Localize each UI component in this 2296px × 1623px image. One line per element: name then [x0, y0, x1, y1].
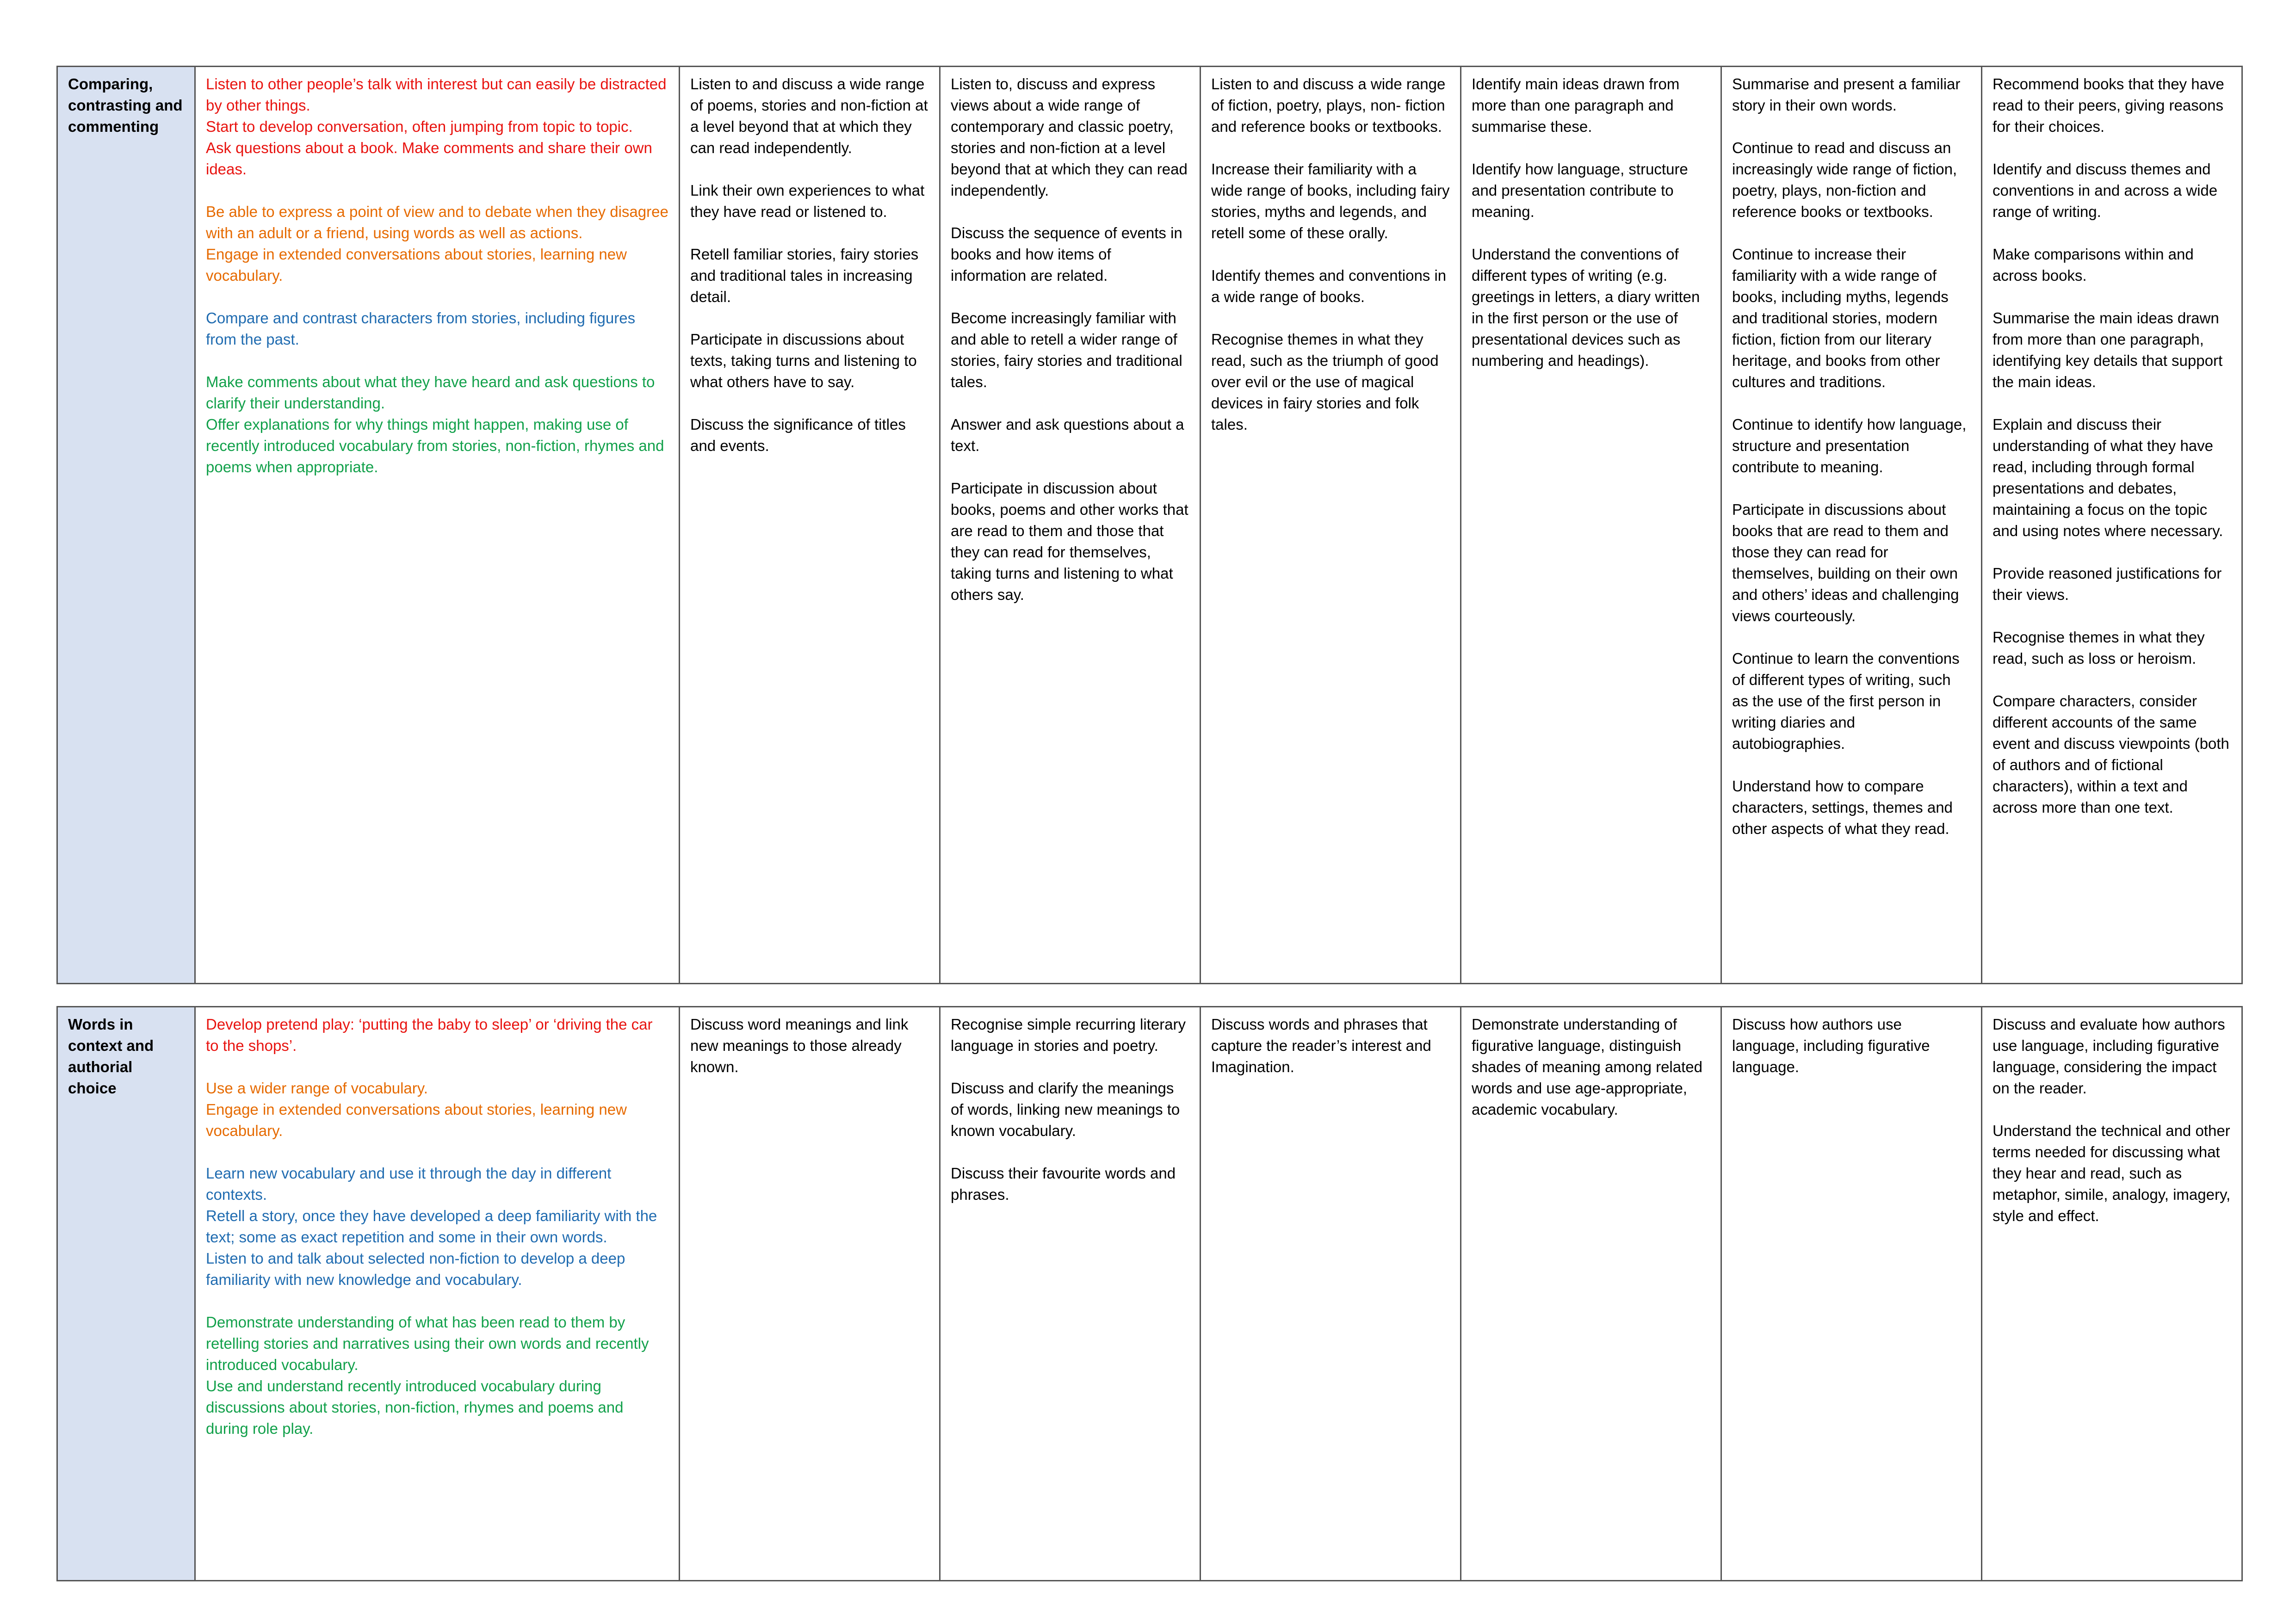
cell-paragraph: Link their own experiences to what they have read or listened to. [690, 182, 925, 220]
cell-paragraph: Understand the technical and other terms needed for discussing what they hear and read, such as metaphor, simile, analogy, imagery, style and effect. [1993, 1122, 2231, 1224]
cell-paragraph: Continue to read and discuss an increasingly wide range of fiction, poetry, plays, non-fiction and reference books or textbooks. [1732, 139, 1957, 220]
paragraph-gap [1993, 137, 2231, 159]
cell-paragraph: Participate in discussion about books, poems and other works that are read to them and those that they can read for themselves, taking turns and listening to what others say. [951, 480, 1188, 603]
cell-paragraph: Use a wider range of vocabulary. [206, 1080, 428, 1097]
paragraph-gap [951, 393, 1189, 414]
cell-paragraph: Listen to, discuss and express views about a wide range of contemporary and classic poetry, stories and non-fiction at a level beyond that at which they can read independently. [951, 75, 1188, 199]
cell-paragraph: Discuss words and phrases that capture the reader’s interest and Imagination. [1211, 1016, 1431, 1075]
cell-year-2 [940, 67, 1201, 984]
cell-paragraph: Retell a story, once they have developed a deep familiarity with the text; some as exact repetition and some in their own words. [206, 1207, 657, 1246]
cell-paragraph: Discuss how authors use language, including figurative language. [1732, 1016, 1930, 1075]
cell-eyfs [195, 67, 680, 984]
paragraph-gap [951, 1056, 1189, 1078]
paragraph-gap [206, 180, 668, 201]
cell-paragraph: Understand the conventions of different types of writing (e.g. greetings in letters, a diary written in the first person or the use of presentational devices such as numbering and headings). [1472, 246, 1700, 369]
cell-paragraph: Participate in discussions about texts, taking turns and listening to what others have to say. [690, 331, 917, 390]
cell-paragraph: Discuss and evaluate how authors use language, including figurative language, considering the impact on the reader. [1993, 1016, 2225, 1097]
cell-paragraph: Listen to other people’s talk with interest but can easily be distracted by other things. [206, 75, 667, 114]
cell-paragraph: Ask questions about a book. Make comments and share their own ideas. [206, 139, 652, 178]
cell-paragraph: Develop pretend play: ‘putting the baby to sleep’ or ‘driving the car to the shops’. [206, 1016, 653, 1054]
cell-paragraph: Continue to identify how language, structure and presentation contribute to meaning. [1732, 416, 1967, 475]
paragraph-gap [1993, 393, 2231, 414]
cell-paragraph: Engage in extended conversations about stories, learning new vocabulary. [206, 246, 627, 284]
cell-paragraph: Retell familiar stories, fairy stories and traditional tales in increasing detail. [690, 246, 919, 305]
paragraph-gap [1472, 137, 1710, 159]
row-label-comparing: Comparing, contrasting and commenting [57, 67, 195, 984]
cell-year-5 [1721, 1007, 1982, 1581]
cell-paragraph: Summarise the main ideas drawn from more than one paragraph, identifying key details that support the main ideas. [1993, 309, 2223, 390]
paragraph-gap [1993, 669, 2231, 691]
paragraph-gap [1732, 116, 1971, 137]
cell-paragraph: Continue to increase their familiarity with a wide range of books, including myths, legends and traditional stories, modern fiction, fiction from our literary heritage, and books from other cultures and traditions. [1732, 246, 1949, 390]
paragraph-gap [1732, 393, 1971, 414]
cell-paragraph: Be able to express a point of view and to debate when they disagree with an adult or a friend, using words as well as actions. [206, 203, 668, 241]
paragraph-gap [951, 201, 1189, 222]
cell-paragraph: Summarise and present a familiar story in their own words. [1732, 75, 1961, 114]
paragraph-gap [1472, 222, 1710, 244]
cell-paragraph: Make comparisons within and across books. [1993, 246, 2194, 284]
cell-year-2 [940, 1007, 1201, 1581]
cell-paragraph: Continue to learn the conventions of different types of writing, such as the use of the first person in writing diaries and autobiographies. [1732, 650, 1960, 752]
cell-paragraph: Identify how language, structure and presentation contribute to meaning. [1472, 160, 1688, 220]
comparing-row [57, 67, 2242, 984]
paragraph-gap [1732, 754, 1971, 776]
paragraph-gap [1993, 1099, 2231, 1120]
cell-year-6 [1982, 67, 2242, 984]
paragraph-gap [690, 393, 929, 414]
paragraph-gap [206, 1142, 668, 1163]
cell-paragraph: Compare and contrast characters from stories, including figures from the past. [206, 309, 636, 348]
cell-paragraph: Become increasingly familiar with and able to retell a wider range of stories, fairy stories and traditional tales. [951, 309, 1182, 390]
cell-paragraph: Engage in extended conversations about stories, learning new vocabulary. [206, 1101, 627, 1139]
cell-paragraph: Recommend books that they have read to their peers, giving reasons for their choices. [1993, 75, 2224, 135]
paragraph-gap [206, 1290, 668, 1312]
words-row [57, 1007, 2242, 1581]
cell-year-4 [1461, 67, 1721, 984]
cell-paragraph: Recognise simple recurring literary language in stories and poetry. [951, 1016, 1186, 1054]
paragraph-gap [1732, 222, 1971, 244]
cell-paragraph: Listen to and discuss a wide range of fiction, poetry, plays, non- fiction and reference books or textbooks. [1211, 75, 1446, 135]
cell-year-6 [1982, 1007, 2242, 1581]
cell-paragraph: Learn new vocabulary and use it through the day in different contexts. [206, 1165, 612, 1203]
paragraph-gap [1993, 222, 2231, 244]
cell-paragraph: Discuss and clarify the meanings of words, linking new meanings to known vocabulary. [951, 1080, 1180, 1139]
cell-paragraph: Listen to and discuss a wide range of poems, stories and non-fiction at a level beyond that at which they can read independently. [690, 75, 928, 156]
cell-paragraph: Use and understand recently introduced vocabulary during discussions about stories, non-fiction, rhymes and poems and during role play. [206, 1377, 624, 1437]
comparing-section-table [56, 66, 2243, 984]
cell-paragraph: Participate in discussions about books that are read to them and those they can read for themselves, building on their own and others’ ideas and challenging views courteously. [1732, 501, 1959, 624]
cell-paragraph: Understand how to compare characters, settings, themes and other aspects of what they read. [1732, 778, 1953, 837]
row-label-words: Words in context and authorial choice [57, 1007, 195, 1581]
cell-paragraph: Start to develop conversation, often jumping from topic to topic. [206, 118, 633, 135]
paragraph-gap [1993, 542, 2231, 563]
cell-paragraph: Answer and ask questions about a text. [951, 416, 1184, 454]
cell-year-3 [1201, 67, 1461, 984]
cell-paragraph: Discuss the sequence of events in books and how items of information are related. [951, 224, 1182, 284]
paragraph-gap [951, 457, 1189, 478]
cell-paragraph: Identify and discuss themes and conventions in and across a wide range of writing. [1993, 160, 2218, 220]
cell-paragraph: Compare characters, consider different accounts of the same event and discuss viewpoints (both of authors and of fictional characters), within a text and across more than one text. [1993, 692, 2229, 816]
paragraph-gap [951, 1142, 1189, 1163]
cell-paragraph: Demonstrate understanding of what has been read to them by retelling stories and narratives using their own words and recently introduced vocabulary. [206, 1314, 649, 1373]
paragraph-gap [951, 286, 1189, 308]
cell-year-1 [680, 67, 940, 984]
paragraph-gap [690, 159, 929, 180]
paragraph-gap [1732, 478, 1971, 499]
cell-year-4 [1461, 1007, 1721, 1581]
paragraph-gap [206, 286, 668, 308]
cell-paragraph: Offer explanations for why things might happen, making use of recently introduced vocabulary from stories, non-fiction, rhymes and poems when appropriate. [206, 416, 664, 475]
paragraph-gap [206, 350, 668, 371]
cell-paragraph: Discuss their favourite words and phrases. [951, 1165, 1176, 1203]
cell-paragraph: Discuss word meanings and link new meanings to those already known. [690, 1016, 909, 1075]
paragraph-gap [690, 308, 929, 329]
cell-eyfs [195, 1007, 680, 1581]
cell-paragraph: Provide reasoned justifications for their views. [1993, 565, 2222, 603]
paragraph-gap [1211, 308, 1450, 329]
cell-paragraph: Recognise themes in what they read, such as the triumph of good over evil or the use of magical devices in fairy stories and folk tales. [1211, 331, 1439, 433]
paragraph-gap [1732, 627, 1971, 648]
paragraph-gap [1211, 244, 1450, 265]
cell-year-3 [1201, 1007, 1461, 1581]
cell-year-1 [680, 1007, 940, 1581]
paragraph-gap [1993, 286, 2231, 308]
cell-paragraph: Discuss the significance of titles and events. [690, 416, 906, 454]
cell-paragraph: Identify main ideas drawn from more than one paragraph and summarise these. [1472, 75, 1680, 135]
cell-paragraph: Recognise themes in what they read, such as loss or heroism. [1993, 629, 2205, 667]
cell-paragraph: Increase their familiarity with a wide range of books, including fairy stories, myths and legends, and retell some of these orally. [1211, 160, 1450, 241]
paragraph-gap [206, 1056, 668, 1078]
paragraph-gap [1211, 137, 1450, 159]
paragraph-gap [690, 222, 929, 244]
cell-paragraph: Listen to and talk about selected non-fiction to develop a deep familiarity with new knowledge and vocabulary. [206, 1250, 625, 1288]
cell-paragraph: Explain and discuss their understanding of what they have read, including through formal presentations and debates, maintaining a focus on the topic and using notes where necessary. [1993, 416, 2223, 539]
paragraph-gap [1993, 605, 2231, 627]
cell-paragraph: Demonstrate understanding of figurative language, distinguish shades of meaning among related words and use age-appropriate, academic vocabulary. [1472, 1016, 1702, 1118]
cell-year-5 [1721, 67, 1982, 984]
cell-paragraph: Make comments about what they have heard and ask questions to clarify their understanding. [206, 373, 655, 412]
words-section-table [56, 1006, 2243, 1581]
cell-paragraph: Identify themes and conventions in a wide range of books. [1211, 267, 1447, 305]
